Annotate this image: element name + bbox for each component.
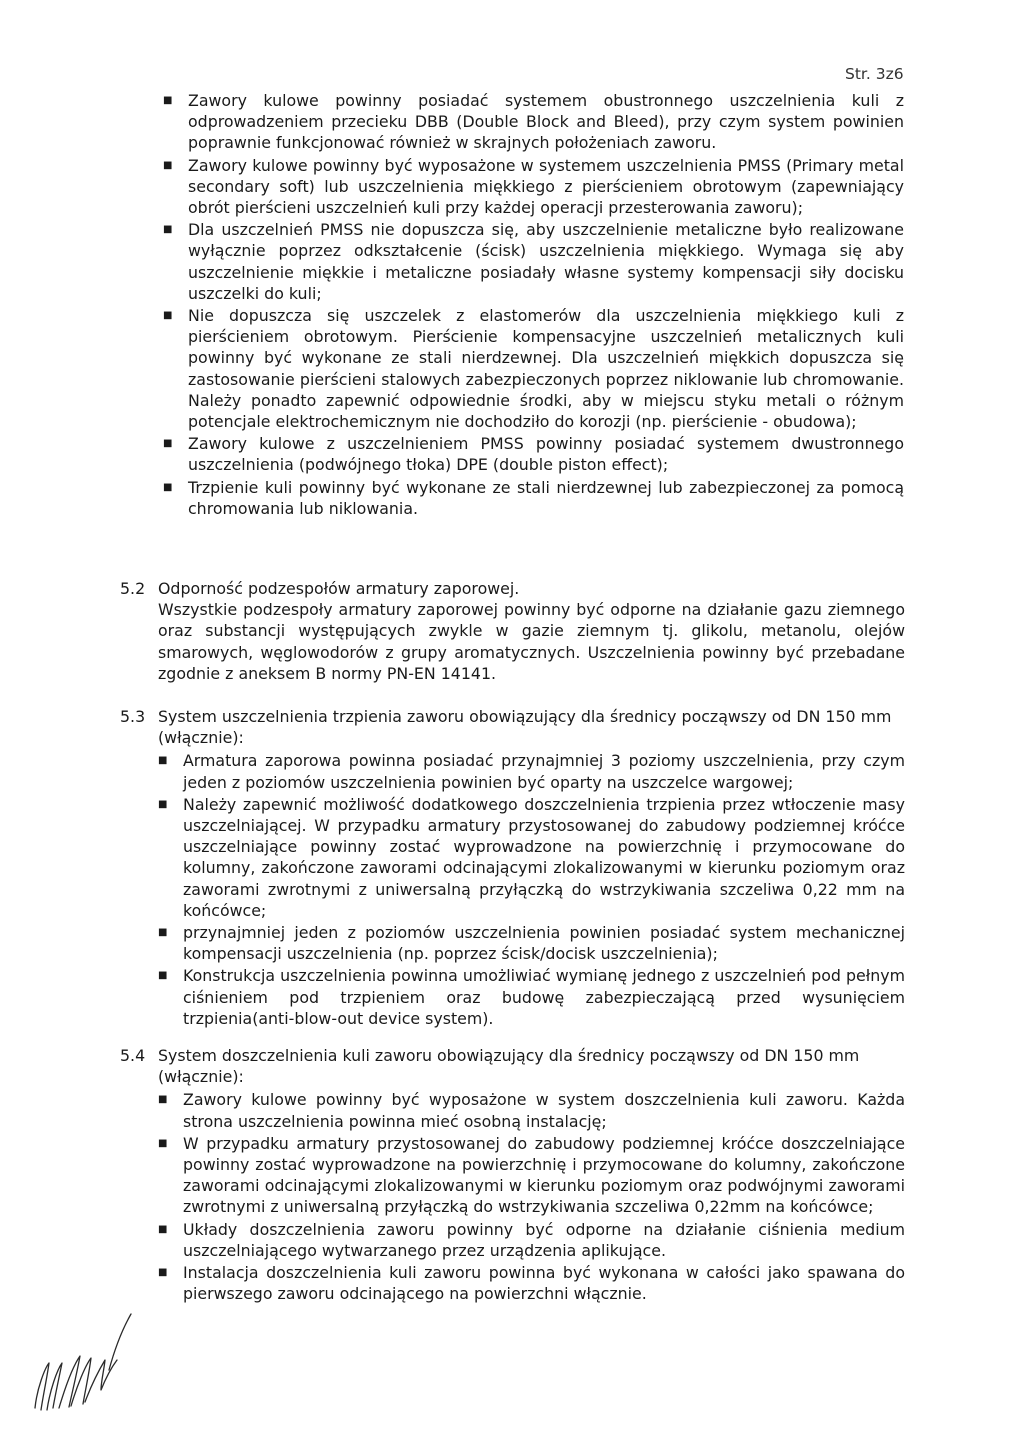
section-title: System doszczelnienia kuli zaworu obowiązujący dla średnicy począwszy od DN 150 mm (włącznie): xyxy=(158,1046,860,1087)
list-item-text: Zawory kulowe z uszczelnieniem PMSS powinny posiadać systemem dwustronnego uszczelnienia (podwójnego tłoka) DPE (double piston effect); xyxy=(188,434,904,475)
bullet-icon: ■ xyxy=(163,438,173,450)
list-item-text: Układy doszczelnienia zaworu powinny być odporne na działanie ciśnienia medium uszczelniającego wytwarzanego przez urządzenia aplikujące. xyxy=(183,1219,905,1260)
bullet-icon: ■ xyxy=(163,95,173,106)
bullet-icon: ■ xyxy=(158,970,168,982)
bullet-icon: ■ xyxy=(158,1094,168,1106)
list-item-text: Konstrukcja uszczelnienia powinna umożliwiać wymianę jednego z uszczelnień pod pełnym ciśnieniem pod trzpieniem oraz budowę zabezpieczającą przed wysunięciem trzpienia(anti-blow-out device system). xyxy=(183,966,905,1028)
bullet-icon: ■ xyxy=(163,224,173,236)
bullet-icon: ■ xyxy=(158,927,168,939)
section-number: 5.3 xyxy=(120,707,146,726)
list-item xyxy=(163,433,904,475)
list-item-text: Instalacja doszczelnienia kuli zaworu powinna być wykonana w całości jako spawana do pierwszego zaworu odcinającego na powierzchni włącznie. xyxy=(183,1263,905,1304)
page-number: Str. 3z6 xyxy=(845,65,904,83)
section-heading xyxy=(120,706,905,748)
section-5-4 xyxy=(120,1045,905,1305)
list-item-text: Zawory kulowe powinny być wyposażone w system doszczelnienia kuli zaworu. Każda strona uszczelnienia powinna mieć osobną instalację; xyxy=(183,1090,905,1131)
list-item xyxy=(163,155,904,219)
bullet-icon: ■ xyxy=(163,159,173,171)
section-number: 5.2 xyxy=(120,579,146,598)
bullet-icon: ■ xyxy=(163,481,173,493)
intro-bullet-list xyxy=(163,90,904,520)
section-body: Wszystkie podzespoły armatury zaporowej powinny być odporne na działanie gazu ziemnego oraz substancji występujących zwykle w gazie ziemnym tj. glikolu, metanolu, olejów smarowych, węglowodorów z grupy aromatycznych. Uszczelnienia powinny być przebadane zgodnie z aneksem B normy PN-EN 14141. xyxy=(158,600,905,683)
list-item-text: Należy zapewnić możliwość dodatkowego doszczelnienia trzpienia przez wtłoczenie masy uszczelniającej. W przypadku armatury przystosowanej do zabudowy podziemnej króćce uszczelniające powinny zostać wyprowadzone na powierzchnię i przymocowane do kolumny, zakończone zaworami odcinającymi zlokalizowanymi w kierunku poziomym oraz zaworami zwrotnymi z uniwersalną przyłączką do wstrzykiwania szczeliwa 0,22 mm na końcówce; xyxy=(183,794,905,920)
bullet-icon: ■ xyxy=(163,310,173,322)
section-5-3 xyxy=(120,706,905,1030)
list-item xyxy=(163,90,904,154)
section-title: Odporność podzespołów armatury zaporowej. xyxy=(158,579,520,598)
bullet-icon: ■ xyxy=(158,798,168,810)
list-item xyxy=(158,1133,905,1218)
section-heading xyxy=(120,1045,905,1087)
list-item xyxy=(158,1219,905,1261)
section-bullet-list xyxy=(158,750,905,1029)
list-item xyxy=(158,1262,905,1304)
list-item xyxy=(158,922,905,964)
list-item-text: Trzpienie kuli powinny być wykonane ze stali nierdzewnej lub zabezpieczonej za pomocą chromowania lub niklowania. xyxy=(188,477,904,518)
list-item-text: W przypadku armatury przystosowanej do zabudowy podziemnej króćce doszczelniające powinny zostać wyprowadzone na powierzchnię i przymocowane do kolumny, zakończone zaworami odcinającymi zlokalizowanymi w kierunku poziomym oraz podwójnymi zaworami zwrotnymi z uniwersalną przyłączką do wstrzykiwania szczeliwa 0,22mm na końcówce; xyxy=(183,1133,905,1217)
list-item-text: Zawory kulowe powinny posiadać systemem obustronnego uszczelnienia kuli z odprowadzeniem przecieku DBB (Double Block and Bleed), przy czym system powinien poprawnie funkcjonować również w skrajnych położeniach zaworu. xyxy=(188,91,904,153)
list-item xyxy=(158,965,905,1029)
list-item xyxy=(158,1089,905,1131)
list-item xyxy=(163,305,904,432)
section-heading xyxy=(120,578,905,599)
list-item-text: przynajmniej jeden z poziomów uszczelnienia powinien posiadać system mechanicznej kompensacji uszczelnienia (np. poprzez ścisk/docisk uszczelnienia); xyxy=(183,923,905,964)
bullet-icon: ■ xyxy=(158,1267,168,1279)
list-item xyxy=(163,477,904,519)
bullet-icon: ■ xyxy=(158,1223,168,1235)
bullet-icon: ■ xyxy=(158,755,168,767)
signature-icon xyxy=(25,1308,140,1418)
section-5-2 xyxy=(120,578,905,684)
list-item xyxy=(158,750,905,792)
list-item xyxy=(158,794,905,921)
section-bullet-list xyxy=(158,1089,905,1304)
list-item-text: Armatura zaporowa powinna posiadać przynajmniej 3 poziomy uszczelnienia, przy czym jeden z poziomów uszczelnienia powinien być oparty na uszczelce wargowej; xyxy=(183,751,905,792)
list-item-text: Zawory kulowe powinny być wyposażone w systemem uszczelnienia PMSS (Primary metal secondary soft) lub uszczelnienia miękkiego z pierścieniem obrotowym (zapewniający obrót pierścieni uszczelnień kuli przy każdej operacji przesterowania zaworu); xyxy=(188,155,904,218)
section-title: System uszczelnienia trzpienia zaworu obowiązujący dla średnicy począwszy od DN 150 mm (włącznie): xyxy=(158,707,892,748)
bullet-icon: ■ xyxy=(158,1137,168,1149)
list-item-text: Dla uszczelnień PMSS nie dopuszcza się, aby uszczelnienie metaliczne było realizowane wyłącznie poprzez odkształcenie (ścisk) uszczelnienia miękkiego. Wymaga się aby uszczelnienie miękkie i metaliczne posiadały własne systemy kompensacji siły docisku uszczelki do kuli; xyxy=(188,220,904,303)
list-item xyxy=(163,219,904,304)
section-number: 5.4 xyxy=(120,1046,146,1065)
list-item-text: Nie dopuszcza się uszczelek z elastomerów dla uszczelnienia miękkiego kuli z pierścieniem obrotowym. Pierścienie kompensacyjne uszczelnień metalicznych kuli powinny być wykonane ze stali nierdzewnej. Dla uszczelnień miękkich dopuszcza się zastosowanie pierścieni stalowych zabezpieczonych poprzez niklowanie lub chromowanie. Należy ponadto zapewnić odpowiednie środki, aby w miejscu styku metali o różnym potencjale elektrochemicznym nie dochodziło do korozji (np. pierścienie - obudowa); xyxy=(188,306,904,432)
